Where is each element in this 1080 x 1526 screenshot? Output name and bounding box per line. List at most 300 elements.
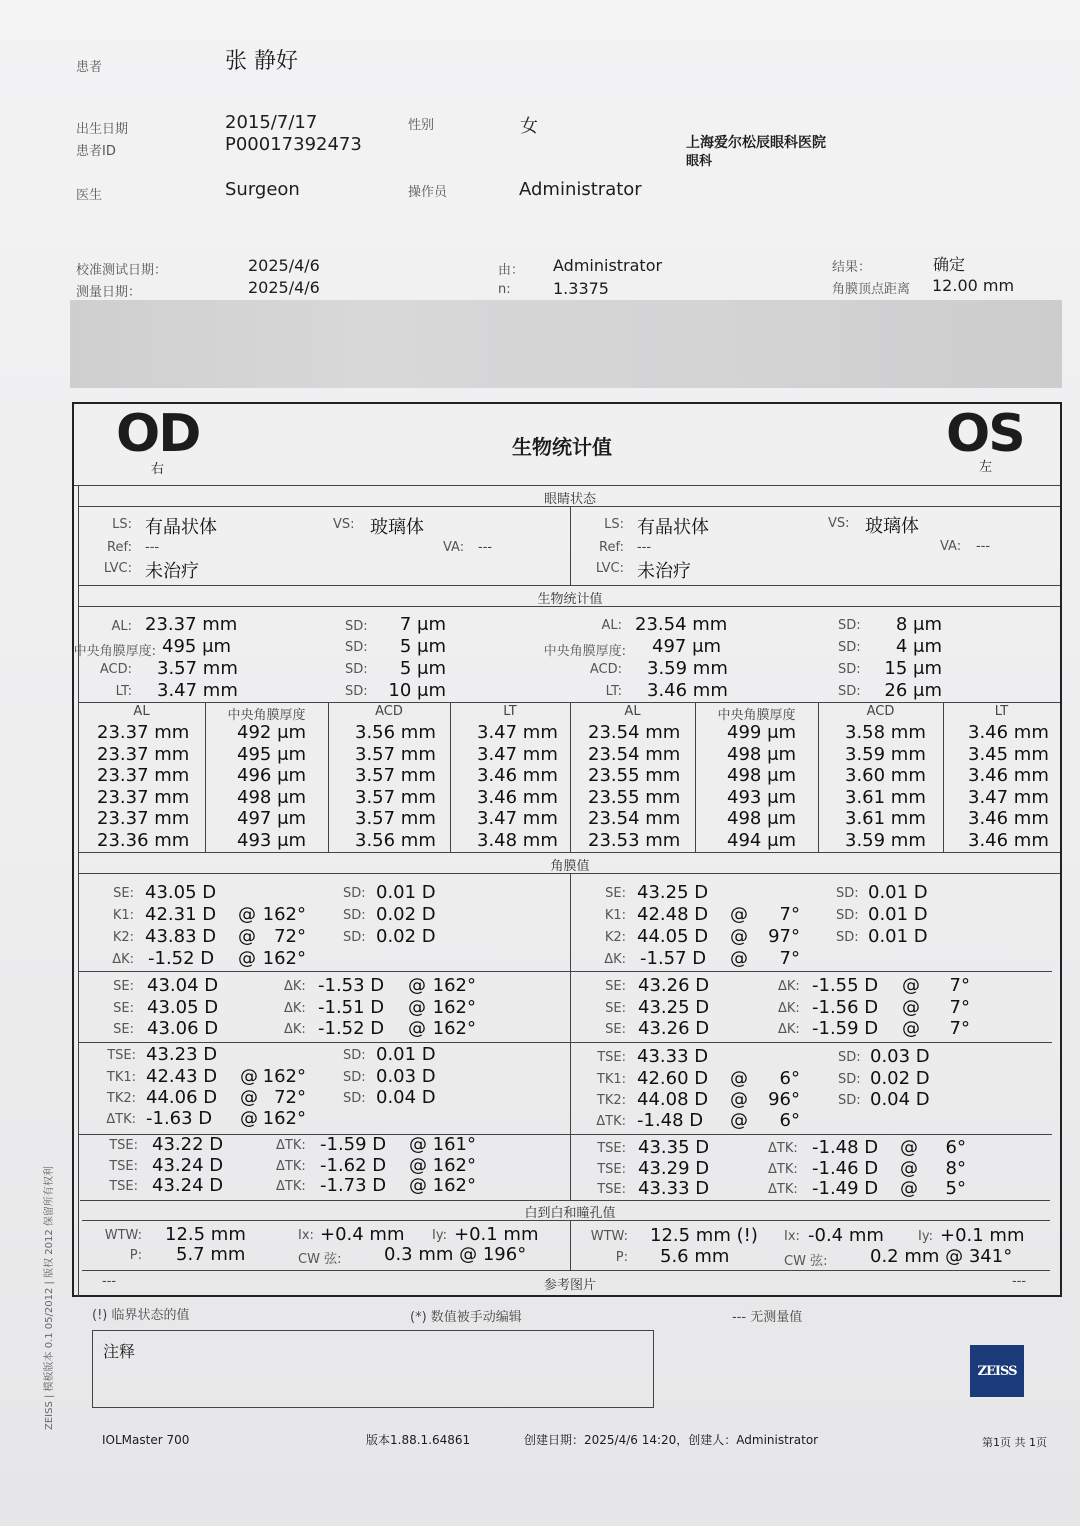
os-bio-cell: 3.45 mm	[968, 743, 1049, 765]
os-dk-rep-at: @	[902, 1018, 920, 1039]
ref-dash-od: ---	[102, 1274, 117, 1289]
os-k2-sd-label: SD:	[836, 930, 859, 945]
od-al-value: 23.37 mm	[145, 614, 238, 635]
os-bio-cell: 23.54 mm	[588, 808, 681, 829]
od-dtk-value: -1.63 D	[146, 1108, 213, 1129]
dob-value: 2015/7/17	[225, 112, 318, 133]
os-dtk-axis: 6°	[779, 1110, 800, 1131]
section-keratometry: 角膜值	[550, 859, 590, 874]
od-sd-label: SD:	[345, 662, 368, 677]
od-bio-cell: 495 μm	[237, 743, 307, 765]
od-bio-cell: 23.37 mm	[97, 786, 190, 808]
os-sd-label: SD:	[838, 662, 861, 677]
os-k1-sd-label: SD:	[836, 908, 859, 923]
od-acd-value: 3.57 mm	[157, 658, 238, 679]
os-col-cct: 中央角膜厚度	[717, 708, 796, 723]
os-bio-cell: 23.54 mm	[588, 722, 681, 743]
od-col-acd: ACD	[375, 704, 403, 719]
os-cct-value: 497 μm	[652, 636, 722, 657]
od-wtw-label: WTW:	[104, 1228, 142, 1243]
os-lvc-value: 未治疗	[637, 561, 691, 582]
os-tse-rep-label: TSE:	[597, 1141, 626, 1156]
od-cw-label: CW 弦:	[298, 1252, 342, 1267]
measure-date: 2025/4/6	[248, 278, 320, 297]
os-se-rep-value: 43.26 D	[638, 975, 710, 996]
os-lt-label: LT:	[605, 684, 622, 699]
od-tk1-sd: 0.03 D	[376, 1066, 436, 1087]
os-tk1-sd-label: SD:	[838, 1072, 861, 1087]
center-divider	[570, 873, 571, 1200]
os-bio-cell: 3.58 mm	[845, 722, 926, 743]
od-dk-rep-label: ΔK:	[284, 1022, 306, 1037]
od-dtk-rep-label: ΔTK:	[276, 1138, 306, 1153]
col-divider	[205, 702, 206, 852]
od-se-sd: 0.01 D	[376, 882, 436, 903]
od-va-label: VA:	[443, 540, 465, 555]
od-cw-value: 0.3 mm @ 196°	[384, 1244, 527, 1265]
os-dtk-rep-label: ΔTK:	[768, 1182, 798, 1197]
col-divider	[450, 702, 451, 852]
hospital-name: 上海爱尔松辰眼科医院	[686, 135, 826, 151]
divider	[78, 852, 1060, 853]
od-se-sd-label: SD:	[343, 886, 366, 901]
od-bio-cell: 3.48 mm	[477, 829, 558, 851]
os-dtk-rep-at: @	[900, 1157, 918, 1179]
os-se-rep-value: 43.26 D	[638, 1018, 710, 1039]
os-tk2-sd-label: SD:	[838, 1093, 861, 1108]
od-dk-rep-at: @	[408, 996, 426, 1018]
os-sd-label: SD:	[838, 640, 861, 655]
os-k2-axis: 97°	[768, 926, 800, 947]
od-vs-label: VS:	[333, 517, 355, 532]
od-bio-cell: 3.56 mm	[355, 829, 436, 851]
os-tse-rep-label: TSE:	[597, 1182, 626, 1197]
center-divider	[570, 1220, 571, 1270]
od-tk1-axis: 162°	[262, 1066, 306, 1087]
od-dk-rep-value: -1.52 D	[318, 1018, 385, 1039]
notes-label: 注释	[103, 1342, 136, 1361]
dob-label: 出生日期	[76, 122, 129, 137]
os-ref-value: ---	[637, 540, 652, 555]
od-lt-label: LT:	[115, 684, 132, 699]
od-bio-cell: 3.46 mm	[477, 765, 558, 786]
od-lt-sd: 10 μm	[388, 680, 446, 701]
od-cct-value: 495 μm	[162, 636, 232, 657]
od-dtk-rep-at: @	[409, 1175, 427, 1196]
os-cct-label: 中央角膜厚度:	[543, 644, 626, 659]
os-bio-cell: 3.47 mm	[968, 786, 1049, 808]
os-bio-cell: 3.46 mm	[968, 765, 1049, 786]
os-dk-rep-label: ΔK:	[778, 1022, 800, 1037]
os-tk1-axis: 6°	[779, 1068, 800, 1089]
os-dk-rep-axis: 7°	[949, 975, 970, 996]
od-bio-cell: 3.46 mm	[477, 786, 558, 808]
od-dk-rep-value: -1.51 D	[318, 996, 385, 1018]
od-bio-cell: 3.47 mm	[477, 808, 558, 829]
result-value: 确定	[933, 255, 966, 274]
os-tk2-value: 44.08 D	[637, 1089, 709, 1110]
os-dk-rep-axis: 7°	[949, 1018, 970, 1039]
operator-value: Administrator	[519, 179, 642, 200]
os-acd-value: 3.59 mm	[647, 658, 728, 679]
os-bio-cell: 493 μm	[727, 786, 797, 808]
os-dtk-rep-axis: 5°	[945, 1178, 966, 1199]
os-tk2-at: @	[730, 1089, 748, 1110]
od-bio-cell: 3.57 mm	[355, 808, 436, 829]
od-dtk-rep-label: ΔTK:	[276, 1158, 306, 1174]
os-sd-label: SD:	[838, 618, 861, 633]
os-se-rep-label: SE:	[605, 979, 626, 994]
od-tk2-sd: 0.04 D	[376, 1087, 436, 1108]
os-dk-rep-value: -1.59 D	[812, 1018, 879, 1039]
od-dtk-rep-value: -1.73 D	[320, 1175, 387, 1196]
os-tk1-sd: 0.02 D	[870, 1068, 930, 1089]
os-dk-rep-label: ΔK:	[778, 979, 800, 994]
os-bio-cell: 23.55 mm	[588, 786, 681, 808]
od-dtk-rep-at: @	[409, 1134, 427, 1155]
os-k1-at: @	[730, 904, 748, 925]
os-se-rep-value: 43.25 D	[638, 996, 710, 1018]
od-iy-label: Iy:	[432, 1228, 447, 1243]
od-tk1-sd-label: SD:	[343, 1070, 366, 1085]
od-se-rep-label: SE:	[113, 1000, 134, 1016]
os-ix-label: Ix:	[784, 1229, 800, 1244]
os-va-label: VA:	[940, 539, 962, 554]
od-dtk-rep-axis: 162°	[432, 1154, 476, 1176]
os-tse-sd: 0.03 D	[870, 1046, 930, 1067]
od-dk-rep-axis: 162°	[432, 975, 476, 996]
od-lt-value: 3.47 mm	[157, 680, 238, 701]
od-k2-label: K2:	[112, 930, 134, 945]
footer-device: IOLMaster 700	[102, 1433, 190, 1447]
od-tse-rep-value: 43.22 D	[152, 1134, 224, 1155]
os-vs-label: VS:	[828, 516, 850, 531]
os-bio-cell: 3.60 mm	[845, 765, 926, 786]
redacted-band	[70, 300, 1062, 388]
os-tk1-at: @	[730, 1068, 748, 1089]
od-ix-value: +0.4 mm	[320, 1224, 405, 1245]
od-ls-label: LS:	[112, 517, 132, 532]
od-tse-sd-label: SD:	[343, 1048, 366, 1063]
od-dk-at: @	[238, 948, 256, 969]
od-bio-cell: 23.37 mm	[97, 722, 190, 743]
os-lt-sd: 26 μm	[884, 680, 942, 701]
col-divider	[818, 702, 819, 852]
os-dk-label: ΔK:	[604, 952, 626, 967]
od-bio-cell: 3.57 mm	[355, 765, 436, 786]
od-dk-rep-value: -1.53 D	[318, 975, 385, 996]
od-dtk-rep-value: -1.62 D	[320, 1154, 387, 1176]
od-dk-label: ΔK:	[112, 952, 134, 967]
od-bio-cell: 3.56 mm	[355, 722, 436, 743]
os-tk1-value: 42.60 D	[637, 1068, 709, 1089]
od-tk2-label: TK2:	[106, 1091, 136, 1106]
zeiss-logo-text: ZEISS	[977, 1363, 1017, 1379]
os-title: OS	[946, 404, 1024, 464]
center-divider	[570, 506, 571, 585]
od-tk2-at: @	[240, 1087, 258, 1108]
os-se-label: SE:	[605, 886, 626, 901]
zeiss-logo	[970, 1345, 1024, 1397]
col-divider	[695, 702, 696, 852]
legend-none: --- 无测量值	[732, 1310, 803, 1325]
os-dk-rep-value: -1.55 D	[812, 975, 879, 996]
od-bio-cell: 3.57 mm	[355, 786, 436, 808]
od-tse-rep-value: 43.24 D	[152, 1175, 224, 1196]
od-wtw-value: 12.5 mm	[165, 1224, 246, 1245]
od-k1-value: 42.31 D	[145, 904, 217, 925]
os-k1-label: K1:	[604, 908, 626, 923]
center-divider	[570, 702, 571, 852]
os-bio-cell: 23.53 mm	[588, 829, 681, 851]
od-bio-cell: 23.37 mm	[97, 743, 190, 765]
od-k1-label: K1:	[112, 908, 134, 923]
os-tse-rep-value: 43.29 D	[638, 1157, 710, 1179]
os-dtk-rep-at: @	[900, 1178, 918, 1199]
os-iy-value: +0.1 mm	[940, 1225, 1025, 1246]
os-ls-label: LS:	[604, 517, 624, 532]
calib-date: 2025/4/6	[248, 256, 320, 275]
os-col-lt: LT	[994, 704, 1009, 719]
od-col-cct: 中央角膜厚度	[227, 708, 306, 723]
os-dtk-rep-value: -1.48 D	[812, 1137, 879, 1158]
os-bio-cell: 3.46 mm	[968, 808, 1049, 829]
od-al-sd: 7 μm	[399, 614, 446, 635]
od-dtk-at: @	[240, 1108, 258, 1129]
os-tse-sd-label: SD:	[838, 1050, 861, 1065]
os-bio-cell: 23.55 mm	[588, 765, 681, 786]
section-ref-images: 参考图片	[543, 1278, 596, 1293]
os-bio-cell: 498 μm	[727, 743, 797, 765]
od-ls-value: 有晶状体	[145, 517, 217, 538]
od-k1-sd: 0.02 D	[376, 904, 436, 925]
divider	[80, 1200, 1050, 1201]
od-dk-rep-at: @	[408, 975, 426, 996]
od-iy-value: +0.1 mm	[454, 1224, 539, 1245]
n-value: 1.3375	[553, 279, 609, 298]
section-eye-status: 眼睛状态	[543, 492, 596, 507]
os-vs-value: 玻璃体	[865, 516, 919, 537]
od-dtk-label: ΔTK:	[106, 1112, 136, 1127]
os-lt-value: 3.46 mm	[647, 680, 728, 701]
os-dtk-label: ΔTK:	[596, 1114, 626, 1129]
os-col-al: AL	[624, 704, 641, 719]
os-tse-label: TSE:	[597, 1050, 626, 1065]
od-bio-cell: 492 μm	[237, 722, 307, 743]
n-label: n:	[498, 282, 511, 297]
os-se-value: 43.25 D	[637, 882, 709, 903]
od-lvc-value: 未治疗	[145, 561, 199, 582]
od-se-rep-value: 43.06 D	[147, 1018, 219, 1039]
os-se-rep-label: SE:	[605, 1022, 626, 1037]
od-va-value: ---	[478, 540, 493, 555]
os-se-sd-label: SD:	[836, 886, 859, 901]
os-k2-label: K2:	[604, 930, 626, 945]
od-dk-rep-label: ΔK:	[284, 1000, 306, 1016]
os-tk1-label: TK1:	[596, 1072, 626, 1087]
od-tk2-sd-label: SD:	[343, 1091, 366, 1106]
footer-version: 版本1.88.1.64861	[366, 1433, 471, 1447]
od-vs-value: 玻璃体	[370, 517, 424, 538]
divider	[78, 585, 1060, 586]
od-bio-cell: 497 μm	[237, 808, 307, 829]
legend-critical: (!) 临界状态的值	[92, 1308, 190, 1323]
os-bio-cell: 23.54 mm	[588, 743, 681, 765]
od-se-label: SE:	[113, 886, 134, 901]
divider	[78, 702, 1060, 703]
os-dk-rep-at: @	[902, 996, 920, 1018]
calib-label: 校准测试日期：	[76, 263, 168, 278]
os-tse-rep-label: TSE:	[597, 1161, 626, 1177]
od-sd-label: SD:	[345, 619, 368, 634]
os-lvc-label: LVC:	[595, 561, 624, 576]
od-acd-sd: 5 μm	[399, 658, 446, 679]
pid-label: 患者ID	[76, 144, 116, 159]
os-dtk-rep-label: ΔTK:	[768, 1141, 798, 1156]
os-dk-rep-axis: 7°	[949, 996, 970, 1018]
od-col-al: AL	[133, 704, 150, 719]
od-bio-cell: 23.37 mm	[97, 808, 190, 829]
os-wtw-value: 12.5 mm (!)	[650, 1225, 758, 1246]
os-tse-value: 43.33 D	[637, 1046, 709, 1067]
od-se-rep-label: SE:	[113, 1022, 134, 1037]
od-p-value: 5.7 mm	[176, 1244, 246, 1265]
os-al-label: AL:	[601, 618, 622, 633]
os-bio-cell: 3.46 mm	[968, 829, 1049, 851]
od-bio-cell: 498 μm	[237, 786, 307, 808]
os-k1-sd: 0.01 D	[868, 904, 928, 925]
od-se-rep-label: SE:	[113, 979, 134, 994]
divider	[78, 1134, 1052, 1135]
od-tk2-axis: 72°	[274, 1087, 306, 1108]
od-dk-value: -1.52 D	[148, 948, 215, 969]
os-bio-cell: 498 μm	[727, 765, 797, 786]
od-k1-axis: 162°	[262, 904, 306, 925]
od-bio-cell: 493 μm	[237, 829, 307, 851]
patient-label: 患者	[76, 60, 103, 75]
os-iy-label: Iy:	[918, 1229, 933, 1244]
os-cw-value: 0.2 mm @ 341°	[870, 1246, 1013, 1267]
od-tk1-value: 42.43 D	[146, 1066, 218, 1087]
od-tk1-at: @	[240, 1066, 258, 1087]
od-k1-sd-label: SD:	[343, 908, 366, 923]
os-k2-at: @	[730, 926, 748, 947]
os-bio-cell: 3.61 mm	[845, 786, 926, 808]
os-se-rep-label: SE:	[605, 1000, 626, 1016]
notes-box	[92, 1330, 654, 1408]
os-dk-rep-label: ΔK:	[778, 1000, 800, 1016]
od-col-lt: LT	[503, 704, 517, 719]
od-bio-cell: 3.47 mm	[477, 743, 558, 765]
od-title: OD	[116, 404, 200, 464]
od-dk-rep-axis: 162°	[432, 1018, 476, 1039]
os-dtk-rep-value: -1.49 D	[812, 1178, 879, 1199]
os-se-sd: 0.01 D	[868, 882, 928, 903]
os-tk2-label: TK2:	[596, 1093, 626, 1108]
ref-dash-os: ---	[1012, 1274, 1027, 1289]
os-acd-label: ACD:	[589, 662, 622, 677]
os-p-value: 5.6 mm	[660, 1246, 730, 1267]
od-se-value: 43.05 D	[145, 882, 217, 903]
pid-value: P00017392473	[225, 134, 362, 155]
os-bio-cell: 3.61 mm	[845, 808, 926, 829]
od-k2-sd: 0.02 D	[376, 926, 436, 947]
od-dk-axis: 162°	[262, 948, 306, 969]
os-dtk-rep-label: ΔTK:	[768, 1161, 798, 1177]
os-tk2-sd: 0.04 D	[870, 1089, 930, 1110]
od-tse-sd: 0.01 D	[376, 1044, 436, 1065]
od-dtk-rep-value: -1.59 D	[320, 1134, 387, 1155]
od-ix-label: Ix:	[298, 1228, 314, 1243]
doctor-value: Surgeon	[225, 179, 300, 200]
od-k2-at: @	[238, 926, 256, 947]
os-dk-rep-at: @	[902, 975, 920, 996]
od-se-rep-value: 43.05 D	[147, 996, 219, 1018]
os-bio-cell: 3.59 mm	[845, 743, 926, 765]
side-copyright: ZEISS | 模板版本 0.1 05/2012 | 版权 2012 保留所有权利	[44, 1166, 55, 1430]
vertex-value: 12.00 mm	[932, 276, 1015, 295]
od-dk-rep-label: ΔK:	[284, 979, 306, 994]
os-sd-label: SD:	[838, 684, 861, 699]
od-ref-value: ---	[145, 540, 160, 555]
section-biometry: 生物统计值	[537, 592, 603, 607]
by-label: 由：	[498, 263, 525, 278]
od-dk-rep-at: @	[408, 1018, 426, 1039]
os-dtk-rep-value: -1.46 D	[812, 1157, 879, 1179]
divider	[78, 1042, 1052, 1043]
os-al-value: 23.54 mm	[635, 614, 728, 635]
os-bio-cell: 494 μm	[727, 829, 797, 851]
os-cct-sd: 4 μm	[895, 636, 942, 657]
os-dk-rep-value: -1.56 D	[812, 996, 879, 1018]
os-col-acd: ACD	[866, 704, 895, 719]
os-acd-sd: 15 μm	[884, 658, 942, 679]
od-dtk-rep-label: ΔTK:	[276, 1179, 306, 1194]
os-subtitle: 左	[979, 460, 993, 475]
od-dk-rep-axis: 162°	[432, 996, 476, 1018]
od-bio-cell: 496 μm	[237, 765, 307, 786]
od-dtk-rep-at: @	[409, 1154, 427, 1176]
od-tk1-label: TK1:	[106, 1070, 136, 1085]
od-dtk-axis: 162°	[262, 1108, 306, 1129]
od-k2-sd-label: SD:	[343, 930, 366, 945]
os-k1-axis: 7°	[779, 904, 800, 925]
od-cct-label: 中央角膜厚度:	[73, 644, 156, 659]
section-wtw: 白到白和瞳孔值	[524, 1206, 616, 1221]
os-k2-sd: 0.01 D	[868, 926, 928, 947]
od-sd-label: SD:	[345, 684, 368, 699]
patient-name: 张 静好	[225, 49, 298, 74]
result-label: 结果：	[832, 260, 872, 275]
department: 眼科	[686, 154, 713, 169]
os-ix-value: -0.4 mm	[808, 1225, 884, 1246]
measure-label: 测量日期：	[76, 285, 142, 300]
od-k2-axis: 72°	[274, 926, 306, 947]
gender-label: 性别	[408, 118, 435, 133]
os-dk-at: @	[730, 948, 748, 969]
od-se-rep-value: 43.04 D	[147, 975, 219, 996]
od-tk2-value: 44.06 D	[146, 1087, 218, 1108]
os-bio-cell: 498 μm	[727, 808, 797, 829]
operator-label: 操作员	[408, 185, 448, 200]
os-dtk-value: -1.48 D	[637, 1110, 704, 1131]
os-p-label: P:	[615, 1250, 628, 1265]
os-dtk-rep-axis: 8°	[945, 1157, 966, 1179]
col-divider	[943, 702, 944, 852]
od-sd-label: SD:	[345, 640, 368, 655]
od-tse-rep-label: TSE:	[109, 1158, 138, 1174]
od-dtk-rep-axis: 162°	[432, 1175, 476, 1196]
